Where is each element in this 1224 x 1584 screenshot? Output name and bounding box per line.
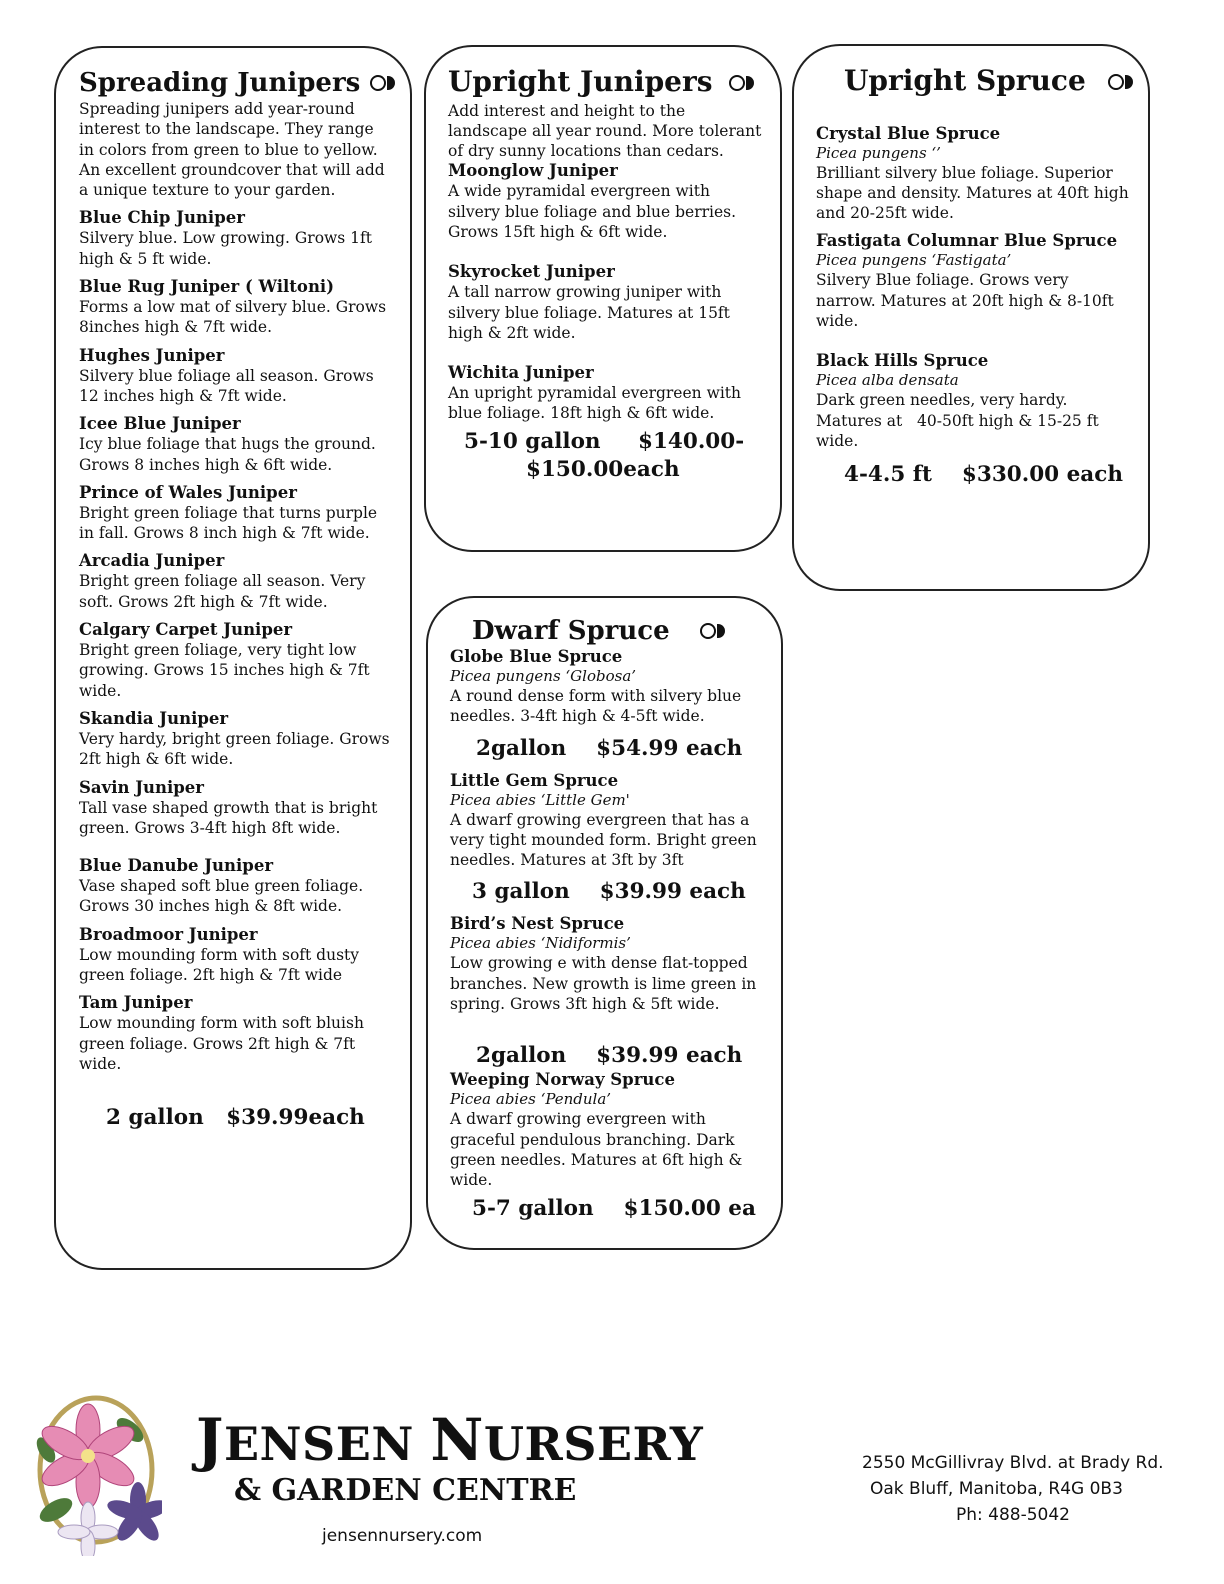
price-label: 4-4.5 ft $330.00 each bbox=[844, 462, 1123, 488]
list-item bbox=[448, 363, 764, 424]
upright-spruce-panel bbox=[792, 44, 1150, 591]
item-name: Hughes Juniper bbox=[79, 345, 225, 365]
list-item bbox=[79, 620, 392, 701]
list-item bbox=[79, 778, 392, 839]
upright-junipers-panel bbox=[424, 45, 782, 552]
item-name: Globe Blue Spruce bbox=[450, 647, 623, 666]
item-desc: Low mounding form with soft dusty green foliage. 2ft high & 7ft wide bbox=[79, 945, 360, 985]
phone-number: Ph: 488-5042 bbox=[956, 1505, 1071, 1525]
list-item bbox=[79, 208, 392, 269]
list-item bbox=[79, 993, 392, 1074]
item-latin: Picea abies ‘Little Gem' bbox=[450, 790, 630, 809]
list-item bbox=[450, 1070, 765, 1222]
item-desc: Brilliant silvery blue foliage. Superior shape and density. Matures at 40ft high and 20-25ft wide. bbox=[816, 163, 1129, 223]
address-line: 2550 McGillivray Blvd. at Brady Rd. bbox=[862, 1453, 1164, 1473]
list-item bbox=[450, 914, 765, 1070]
price-label: 5-10 gallon $140.00- bbox=[464, 428, 745, 454]
item-latin: Picea abies ‘Nidiformis’ bbox=[450, 934, 631, 953]
price-label: 3 gallon $39.99 each bbox=[472, 879, 746, 905]
item-list bbox=[79, 208, 392, 1074]
item-latin: Picea pungens ‘Fastigata’ bbox=[816, 251, 1012, 270]
item-desc: A wide pyramidal evergreen with silvery blue foliage and blue berries. Grows 15ft high & 6ft wide. bbox=[448, 182, 737, 241]
item-desc: Bright green foliage that turns purple in fall. Grows 8 inch high & 7ft wide. bbox=[79, 503, 378, 543]
sun-partshade-icon bbox=[1108, 64, 1133, 98]
list-item bbox=[79, 346, 392, 407]
item-desc: Low mounding form with soft bluish green foliage. Grows 2ft high & 7ft wide. bbox=[79, 1014, 364, 1073]
sun-partshade-icon bbox=[700, 615, 725, 645]
list-item bbox=[816, 351, 1132, 451]
list-item bbox=[79, 414, 392, 475]
item-name: Blue Danube Juniper bbox=[79, 856, 274, 876]
list-item bbox=[448, 262, 764, 343]
item-name: Fastigata Columnar Blue Spruce bbox=[816, 231, 1118, 251]
item-desc: A dwarf growing evergreen that has a very tight mounded form. Bright green needles. Matures at 3ft by 3ft bbox=[450, 810, 757, 870]
item-desc: Bright green foliage all season. Very soft. Grows 2ft high & 7ft wide. bbox=[79, 572, 366, 611]
item-desc: Dark green needles, very hardy. Matures at 40-50ft high & 15-25 ft wide. bbox=[816, 391, 1104, 450]
item-name: Blue Chip Juniper bbox=[79, 208, 245, 228]
item-latin: Picea pungens ‘’ bbox=[816, 143, 941, 162]
price-label: $150.00each bbox=[526, 456, 680, 482]
flower-logo bbox=[26, 1390, 162, 1556]
item-name: Icee Blue Juniper bbox=[79, 414, 241, 434]
item-name: Calgary Carpet Juniper bbox=[79, 620, 293, 640]
sun-partshade-icon bbox=[370, 67, 395, 97]
list-item bbox=[816, 124, 1132, 224]
item-name: Savin Juniper bbox=[79, 777, 204, 797]
list-item bbox=[79, 483, 392, 544]
item-name: Arcadia Juniper bbox=[79, 551, 225, 571]
panel-title: Dwarf Spruce bbox=[450, 616, 765, 647]
item-name: Little Gem Spruce bbox=[450, 770, 619, 790]
item-latin: Picea alba densata bbox=[816, 371, 959, 390]
price-label: 2gallon $54.99 each bbox=[476, 735, 743, 761]
brand-subtitle: & GARDEN CENTRE bbox=[234, 1473, 577, 1508]
price-label: 2gallon $39.99 each bbox=[476, 1043, 743, 1069]
panel-title: Upright Spruce bbox=[816, 64, 1132, 100]
item-desc: A dwarf growing evergreen with graceful pendulous branching. Dark green needles. Matures at 6ft high & wide. bbox=[450, 1110, 743, 1190]
list-item bbox=[79, 925, 392, 986]
list-item bbox=[79, 277, 392, 338]
item-name: Moonglow Juniper bbox=[448, 161, 618, 181]
item-name: Blue Rug Juniper ( Wiltoni) bbox=[79, 277, 335, 297]
list-item bbox=[79, 709, 392, 770]
item-name: Crystal Blue Spruce bbox=[816, 123, 1001, 143]
item-name: Skandia Juniper bbox=[79, 708, 229, 728]
item-desc: An upright pyramidal evergreen with blue foliage. 18ft high & 6ft wide. bbox=[448, 384, 742, 423]
sun-partshade-icon bbox=[729, 65, 754, 99]
item-desc: Silvery Blue foliage. Grows very narrow. Matures at 20ft high & 8-10ft wide. bbox=[816, 271, 1114, 330]
item-name: Skyrocket Juniper bbox=[448, 262, 615, 282]
list-item bbox=[79, 856, 392, 917]
list-item bbox=[450, 771, 765, 907]
address-line: Oak Bluff, Manitoba, R4G 0B3 bbox=[870, 1479, 1123, 1499]
item-latin: Picea abies ‘Pendula’ bbox=[450, 1090, 612, 1109]
website-link[interactable]: jensennursery.com bbox=[322, 1526, 483, 1546]
item-desc: Tall vase shaped growth that is bright green. Grows 3-4ft high 8ft wide. bbox=[79, 798, 378, 837]
list-item bbox=[816, 231, 1132, 331]
intro-text: Spreading junipers add year-round interest to the landscape. They range in colors from green to blue to yellow. An excellent groundcover that will add a unique texture to your garden. bbox=[79, 100, 385, 200]
dwarf-spruce-panel bbox=[426, 596, 783, 1250]
item-desc: A tall narrow growing juniper with silvery blue foliage. Matures at 15ft high & 2ft wide. bbox=[448, 283, 730, 342]
item-desc: Forms a low mat of silvery blue. Grows 8inches high & 7ft wide. bbox=[79, 298, 387, 337]
price-label: 2 gallon $39.99each bbox=[106, 1105, 365, 1131]
item-desc: Very hardy, bright green foliage. Grows 2ft high & 6ft wide. bbox=[79, 729, 390, 769]
item-name: Weeping Norway Spruce bbox=[450, 1070, 675, 1090]
item-name: Bird’s Nest Spruce bbox=[450, 914, 625, 934]
item-name: Prince of Wales Juniper bbox=[79, 482, 297, 502]
item-desc: Bright green foliage, very tight low growing. Grows 15 inches high & 7ft wide. bbox=[79, 641, 370, 700]
item-desc: Silvery blue foliage all season. Grows 12 inches high & 7ft wide. bbox=[79, 366, 374, 405]
item-desc: Vase shaped soft blue green foliage. Grows 30 inches high & 8ft wide. bbox=[79, 877, 364, 916]
item-desc: Low growing e with dense flat-topped branches. New growth is lime green in spring. Grows 3ft high & 5ft wide. bbox=[450, 954, 757, 1014]
brand-title: JENSEN NURSERY bbox=[196, 1406, 704, 1474]
spreading-junipers-panel bbox=[54, 46, 412, 1270]
item-desc: Icy blue foliage that hugs the ground. Grows 8 inches high & 6ft wide. bbox=[79, 435, 376, 474]
panel-title: Spreading Junipers bbox=[79, 68, 392, 99]
item-name: Broadmoor Juniper bbox=[79, 924, 258, 944]
list-item bbox=[79, 551, 392, 612]
item-latin: Picea pungens ‘Globosa’ bbox=[450, 667, 637, 685]
item-name: Wichita Juniper bbox=[448, 363, 594, 383]
brand-name bbox=[196, 1406, 704, 1508]
address-block bbox=[862, 1450, 1164, 1528]
item-desc: A round dense form with silvery blue needles. 3-4ft high & 4-5ft wide. bbox=[450, 687, 742, 726]
item-name: Black Hills Spruce bbox=[816, 351, 989, 371]
list-item bbox=[448, 161, 764, 242]
list-item bbox=[450, 647, 765, 763]
item-desc: Silvery blue. Low growing. Grows 1ft high & 5 ft wide. bbox=[79, 229, 373, 268]
panel-title: Upright Junipers bbox=[448, 65, 764, 101]
intro-text: Add interest and height to the landscape all year round. More tolerant of dry sunny locations than cedars. bbox=[448, 101, 762, 161]
item-name: Tam Juniper bbox=[79, 993, 193, 1013]
price-label: 5-7 gallon $150.00 ea bbox=[472, 1195, 756, 1221]
